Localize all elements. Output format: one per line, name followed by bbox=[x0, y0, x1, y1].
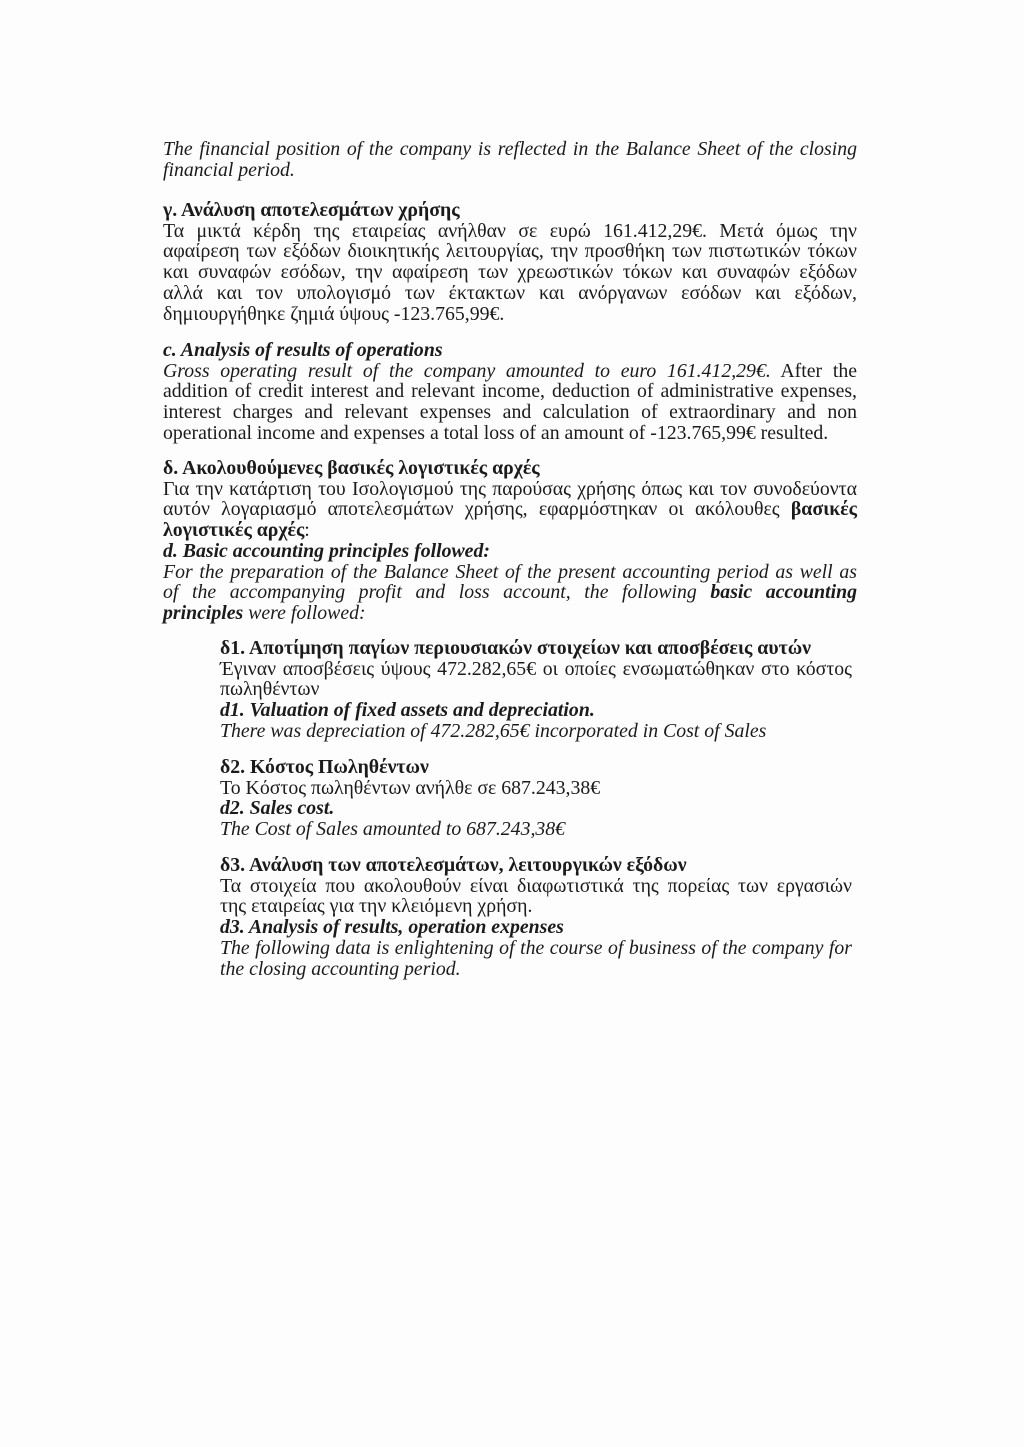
text-line: της εταιρείας για την κλειόμενη χρήση. bbox=[220, 895, 533, 918]
plain-text: After the bbox=[780, 359, 857, 382]
subsection-heading-english: d2. Sales cost. bbox=[220, 797, 335, 820]
intro-paragraph bbox=[163, 139, 857, 180]
text-line: Για την κατάρτιση του Ισολογισμού της παρούσας χρήσης όπως και τον συνοδεύοντα bbox=[163, 477, 857, 500]
text-line: There was depreciation of 472.282,65€ incorporated in Cost of Sales bbox=[220, 719, 767, 742]
text-line bbox=[163, 361, 857, 382]
subsection-d3 bbox=[220, 855, 852, 979]
text-line: πωληθέντων bbox=[220, 678, 320, 701]
bold-text: principles bbox=[163, 601, 244, 624]
section-heading-english: d. Basic accounting principles followed: bbox=[163, 539, 490, 562]
text-line: interest charges and relevant expenses and calculation of extraordinary and non bbox=[163, 401, 857, 424]
text-line bbox=[163, 603, 857, 624]
text-line: δημιουργήθηκε ζημιά ύψους -123.765,99€. bbox=[163, 302, 505, 325]
text-line bbox=[163, 499, 857, 520]
text-line: Έγιναν αποσβέσεις ύψους 472.282,65€ οι οποίες ενσωματώθηκαν στο κόστος bbox=[220, 657, 852, 680]
text-line bbox=[163, 582, 857, 603]
section-heading: c. Analysis of results of operations bbox=[163, 339, 443, 361]
text-line: και συναφών εσόδων, την αφαίρεση των χρεωστικών τόκων και συναφών εξόδων bbox=[163, 261, 857, 284]
subsection-heading-english: d1. Valuation of fixed assets and depreciation. bbox=[220, 699, 595, 722]
text-line: operational income and expenses a total loss of an amount of -123.765,99€ resulted. bbox=[163, 421, 829, 444]
text-line: financial period. bbox=[163, 158, 295, 181]
text-line: Τα στοιχεία που ακολουθούν είναι διαφωτιστικά της πορείας των εργασιών bbox=[220, 874, 852, 897]
plain-text: : bbox=[304, 519, 310, 542]
subsection-heading: δ2. Κόστος Πωληθέντων bbox=[220, 756, 429, 778]
text-line: The Cost of Sales amounted to 687.243,38€ bbox=[220, 818, 566, 841]
section-heading: γ. Ανάλυση αποτελεσμάτων χρήσης bbox=[163, 199, 460, 221]
subsection-d2 bbox=[220, 757, 852, 840]
subsection-heading: δ3. Ανάλυση των αποτελεσμάτων, λειτουργικών εξόδων bbox=[220, 854, 687, 876]
text-line: For the preparation of the Balance Sheet of the present accounting period as well as bbox=[163, 560, 857, 583]
section-heading: δ. Ακολουθούμενες βασικές λογιστικές αρχές bbox=[163, 457, 540, 479]
text-line: The following data is enlightening of the course of business of the company for bbox=[220, 936, 852, 959]
italic-text: were followed: bbox=[248, 601, 366, 624]
section-gamma bbox=[163, 200, 857, 324]
section-delta bbox=[163, 458, 857, 624]
subsection-heading: δ1. Αποτίμηση παγίων περιουσιακών στοιχείων και αποσβέσεις αυτών bbox=[220, 637, 812, 659]
italic-text: of the accompanying profit and loss account, the following bbox=[163, 581, 697, 604]
section-c bbox=[163, 340, 857, 444]
text-line: Τα μικτά κέρδη της εταιρείας ανήλθαν σε ευρώ 161.412,29€. Μετά όμως την bbox=[163, 219, 857, 242]
italic-text: Gross operating result of the company amounted to euro 161.412,29€. bbox=[163, 359, 771, 382]
bold-text: basic accounting bbox=[710, 581, 857, 604]
bold-text: λογιστικές αρχές bbox=[163, 519, 305, 542]
text-line bbox=[163, 520, 857, 541]
text-line: Το Κόστος πωληθέντων ανήλθε σε 687.243,38€ bbox=[220, 776, 601, 799]
bold-text: βασικές bbox=[790, 498, 857, 521]
text-line: αλλά και τον υπολογισμό των έκτακτων και ανόργανων εσόδων και εξόδων, bbox=[163, 281, 857, 304]
text-line: the closing accounting period. bbox=[220, 957, 461, 980]
subsection-d1 bbox=[220, 638, 852, 742]
subsection-heading-english: d3. Analysis of results, operation expenses bbox=[220, 916, 564, 939]
text-line: addition of credit interest and relevant income, deduction of administrative expenses, bbox=[163, 380, 857, 403]
text-line: The financial position of the company is reflected in the Balance Sheet of the closing bbox=[163, 138, 857, 160]
plain-text: αυτόν λογαριασμό αποτελεσμάτων χρήσης, εφαρμόστηκαν οι ακόλουθες bbox=[163, 498, 780, 521]
text-line: αφαίρεση των εξόδων διοικητικής λειτουργίας, την προσθήκη των πιστωτικών τόκων bbox=[163, 240, 857, 263]
